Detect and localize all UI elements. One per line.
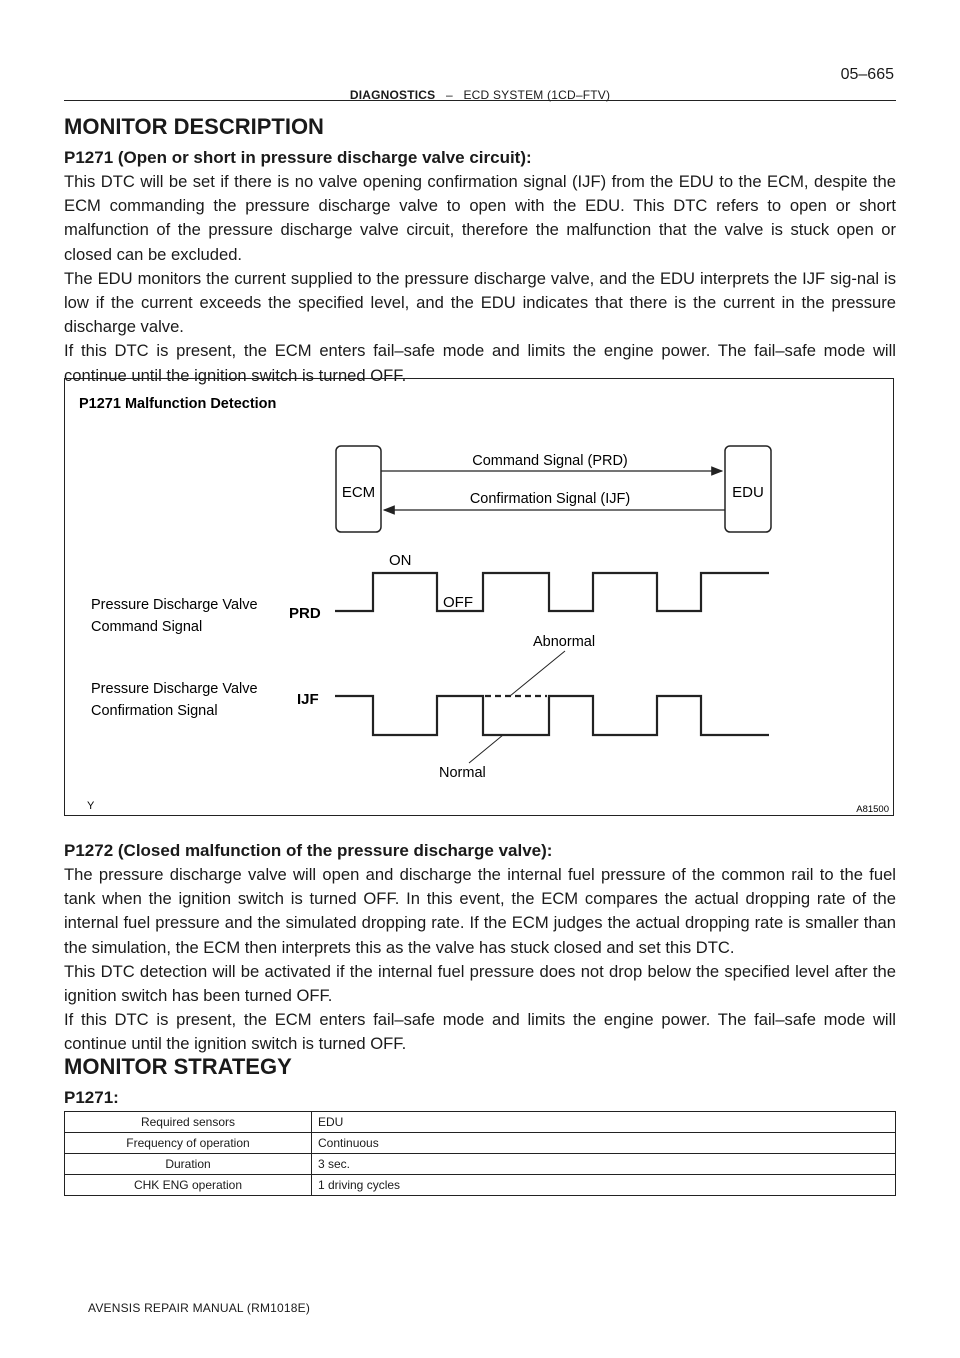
normal-leader	[469, 735, 503, 763]
prd-desc-line2: Command Signal	[91, 619, 203, 635]
p1271-strategy-heading: P1271:	[64, 1088, 119, 1107]
figure-code: A81500	[856, 804, 889, 815]
header-section: DIAGNOSTICS	[349, 88, 436, 102]
p1272-heading: P1272 (Closed malfunction of the pressure discharge valve):	[64, 841, 553, 860]
abnormal-label: Abnormal	[533, 634, 596, 650]
header-rule	[64, 100, 896, 101]
row-label: Frequency of operation	[65, 1133, 312, 1154]
normal-label: Normal	[439, 765, 486, 781]
edu-label: EDU	[732, 484, 764, 501]
off-label: OFF	[443, 594, 473, 611]
ijf-desc-line2: Confirmation Signal	[91, 703, 218, 719]
row-value: 3 sec.	[312, 1154, 896, 1175]
row-value: 1 driving cycles	[312, 1175, 896, 1196]
corner-mark: Y	[87, 800, 95, 812]
p1272-description	[64, 863, 896, 1057]
ijf-desc-line1: Pressure Discharge Valve	[91, 681, 258, 697]
header-system: ECD SYSTEM (1CD–FTV)	[463, 88, 611, 102]
monitor-strategy-table	[64, 1111, 896, 1196]
p1272-paragraph-1: The pressure discharge valve will open and discharge the internal fuel pressure of the common rail to the fuel tank when the ignition switch is turned OFF. In this event, the ECM compares the actual dropping rate of the internal fuel pressure and the simulated dropping rate. If the ECM judges the actual dropping rate is smaller than the simulation, the ECM then interprets this as the valve has stuck closed and set this DTC.	[64, 865, 896, 957]
ijf-label: IJF	[297, 691, 319, 708]
row-label: Duration	[65, 1154, 312, 1175]
p1271-paragraph-2: The EDU monitors the current supplied to the pressure discharge valve, and the EDU interprets the IJF sig-nal is low if the current exceeds the specified level, and the EDU indicates that there is the current in the pressure discharge valve.	[64, 268, 896, 337]
row-value: EDU	[312, 1112, 896, 1133]
monitor-strategy-title: MONITOR STRATEGY	[64, 1054, 292, 1079]
p1271-description	[64, 170, 896, 388]
table-row	[65, 1133, 896, 1154]
p1272-paragraph-3: If this DTC is present, the ECM enters fail–safe mode and limits the engine power. The fail–safe mode will continue until the ignition switch is turned OFF.	[64, 1010, 896, 1054]
table-row	[65, 1154, 896, 1175]
row-label: CHK ENG operation	[65, 1175, 312, 1196]
confirmation-signal-label: Confirmation Signal (IJF)	[469, 491, 631, 507]
monitor-description-title: MONITOR DESCRIPTION	[64, 114, 324, 139]
prd-label: PRD	[289, 605, 321, 622]
row-value: Continuous	[312, 1133, 896, 1154]
table-row	[65, 1175, 896, 1196]
page-number: 05–665	[840, 66, 894, 83]
manual-footer: AVENSIS REPAIR MANUAL (RM1018E)	[88, 1301, 311, 1315]
on-label: ON	[389, 552, 412, 569]
p1272-paragraph-2: This DTC detection will be activated if the internal fuel pressure does not drop below the specified level after the ignition switch has been turned OFF.	[64, 961, 896, 1006]
p1271-heading: P1271 (Open or short in pressure discharge valve circuit):	[64, 148, 532, 167]
p1271-paragraph-1: This DTC will be set if there is no valve opening confirmation signal (IJF) from the EDU to the ECM, despite the ECM commanding the pressure discharge valve to open with the EDU. This DTC refers to open or short malfunction of the pressure discharge valve circuit, therefore the malfunction that the valve is stuck open or closed can be excluded.	[64, 172, 896, 264]
command-signal-label: Command Signal (PRD)	[472, 453, 628, 469]
header-separator: –	[445, 88, 453, 102]
figure-diagram	[65, 379, 895, 817]
figure-title: P1271 Malfunction Detection	[79, 396, 277, 412]
malfunction-detection-figure	[64, 378, 894, 816]
row-label: Required sensors	[65, 1112, 312, 1133]
ecm-label: ECM	[341, 484, 376, 501]
table-row	[65, 1112, 896, 1133]
prd-desc-line1: Pressure Discharge Valve	[91, 597, 258, 613]
prd-waveform	[335, 573, 769, 611]
p1271-paragraph-3: If this DTC is present, the ECM enters fail–safe mode and limits the engine power. The fail–safe mode will continue until the ignition switch is turned OFF.	[64, 341, 896, 385]
abnormal-leader	[510, 651, 565, 696]
ijf-waveform	[335, 696, 769, 735]
